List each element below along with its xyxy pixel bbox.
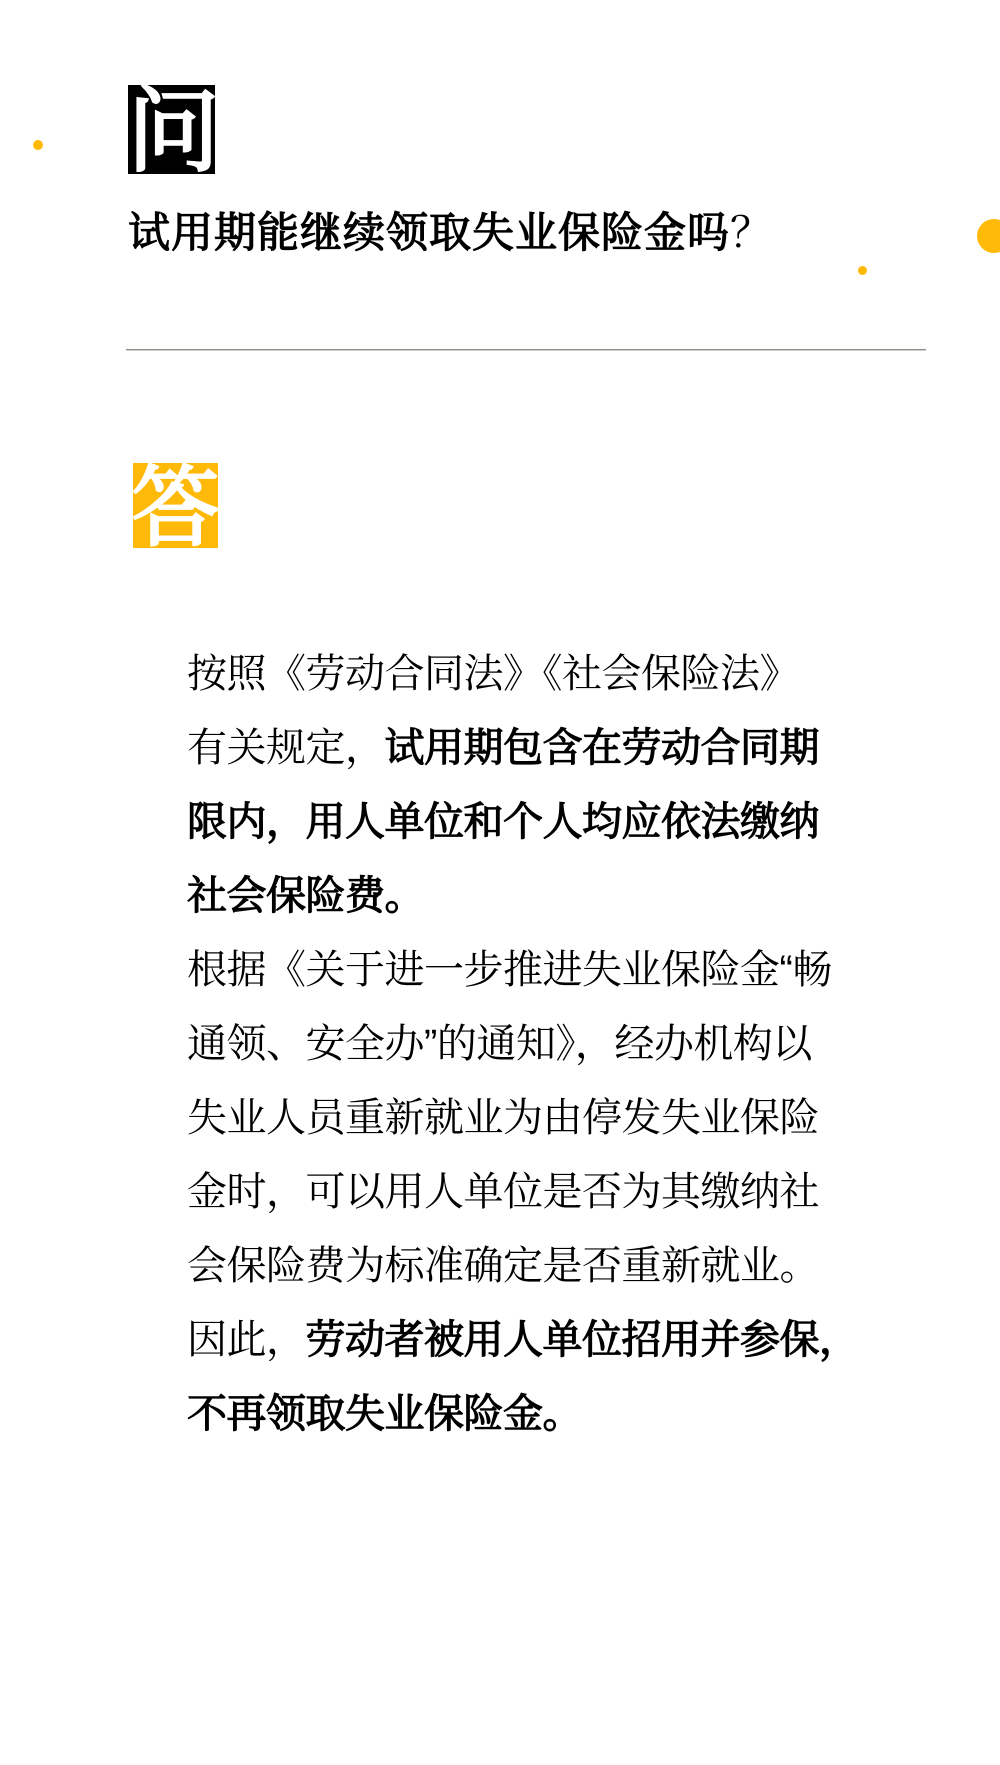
answer-line-bold-text: 限内，用人单位和个人均应依法缴纳 [187, 799, 819, 844]
section-divider [126, 349, 926, 351]
answer-line-text: 按照《劳动合同法》《社会保险法》 [187, 652, 799, 696]
decor-dot-right [858, 266, 867, 275]
answer-badge-glyph: 答 [131, 461, 220, 558]
decor-circle-right-edge [977, 219, 1000, 253]
answer-line [187, 785, 867, 859]
answer-line-text: 失业人员重新就业为由停发失业保险 [187, 1096, 819, 1140]
answer-line [187, 711, 867, 785]
question-title [128, 210, 772, 256]
answer-line-text: 会保险费为标准确定是否重新就业。 [187, 1244, 819, 1288]
question-title-text: 试用期能继续领取失业保险金吗 [128, 209, 731, 256]
answer-body [187, 637, 867, 1451]
question-mark: ？ [730, 209, 773, 256]
answer-line-bold-text: 试用期包含在劳动合同期 [384, 725, 819, 770]
answer-line [187, 1377, 867, 1451]
answer-line [187, 1155, 867, 1229]
answer-line [187, 1303, 867, 1377]
answer-line-text: 通领、安全办”的通知》，经办机构以 [187, 1022, 812, 1066]
answer-line-text: 有关规定， [187, 726, 385, 770]
answer-line [187, 1081, 867, 1155]
answer-line-bold-text: 社会保险费。 [187, 873, 424, 918]
answer-line [187, 637, 867, 711]
answer-badge [131, 461, 220, 558]
answer-line [187, 859, 867, 933]
answer-line-text: 金时，可以用人单位是否为其缴纳社 [187, 1170, 819, 1214]
question-badge-glyph: 问 [127, 81, 220, 183]
answer-line-text: 因此， [187, 1318, 306, 1362]
answer-line [187, 933, 867, 1007]
answer-line [187, 1229, 867, 1303]
question-badge [127, 81, 220, 183]
decor-dot-top-left [33, 140, 43, 150]
answer-line-bold-text: 劳动者被用人单位招用并参保， [305, 1317, 859, 1362]
answer-line [187, 1007, 867, 1081]
answer-line-text: 根据《关于进一步推进失业保险金“畅 [187, 948, 832, 992]
answer-line-bold-text: 不再领取失业保险金。 [187, 1391, 582, 1436]
